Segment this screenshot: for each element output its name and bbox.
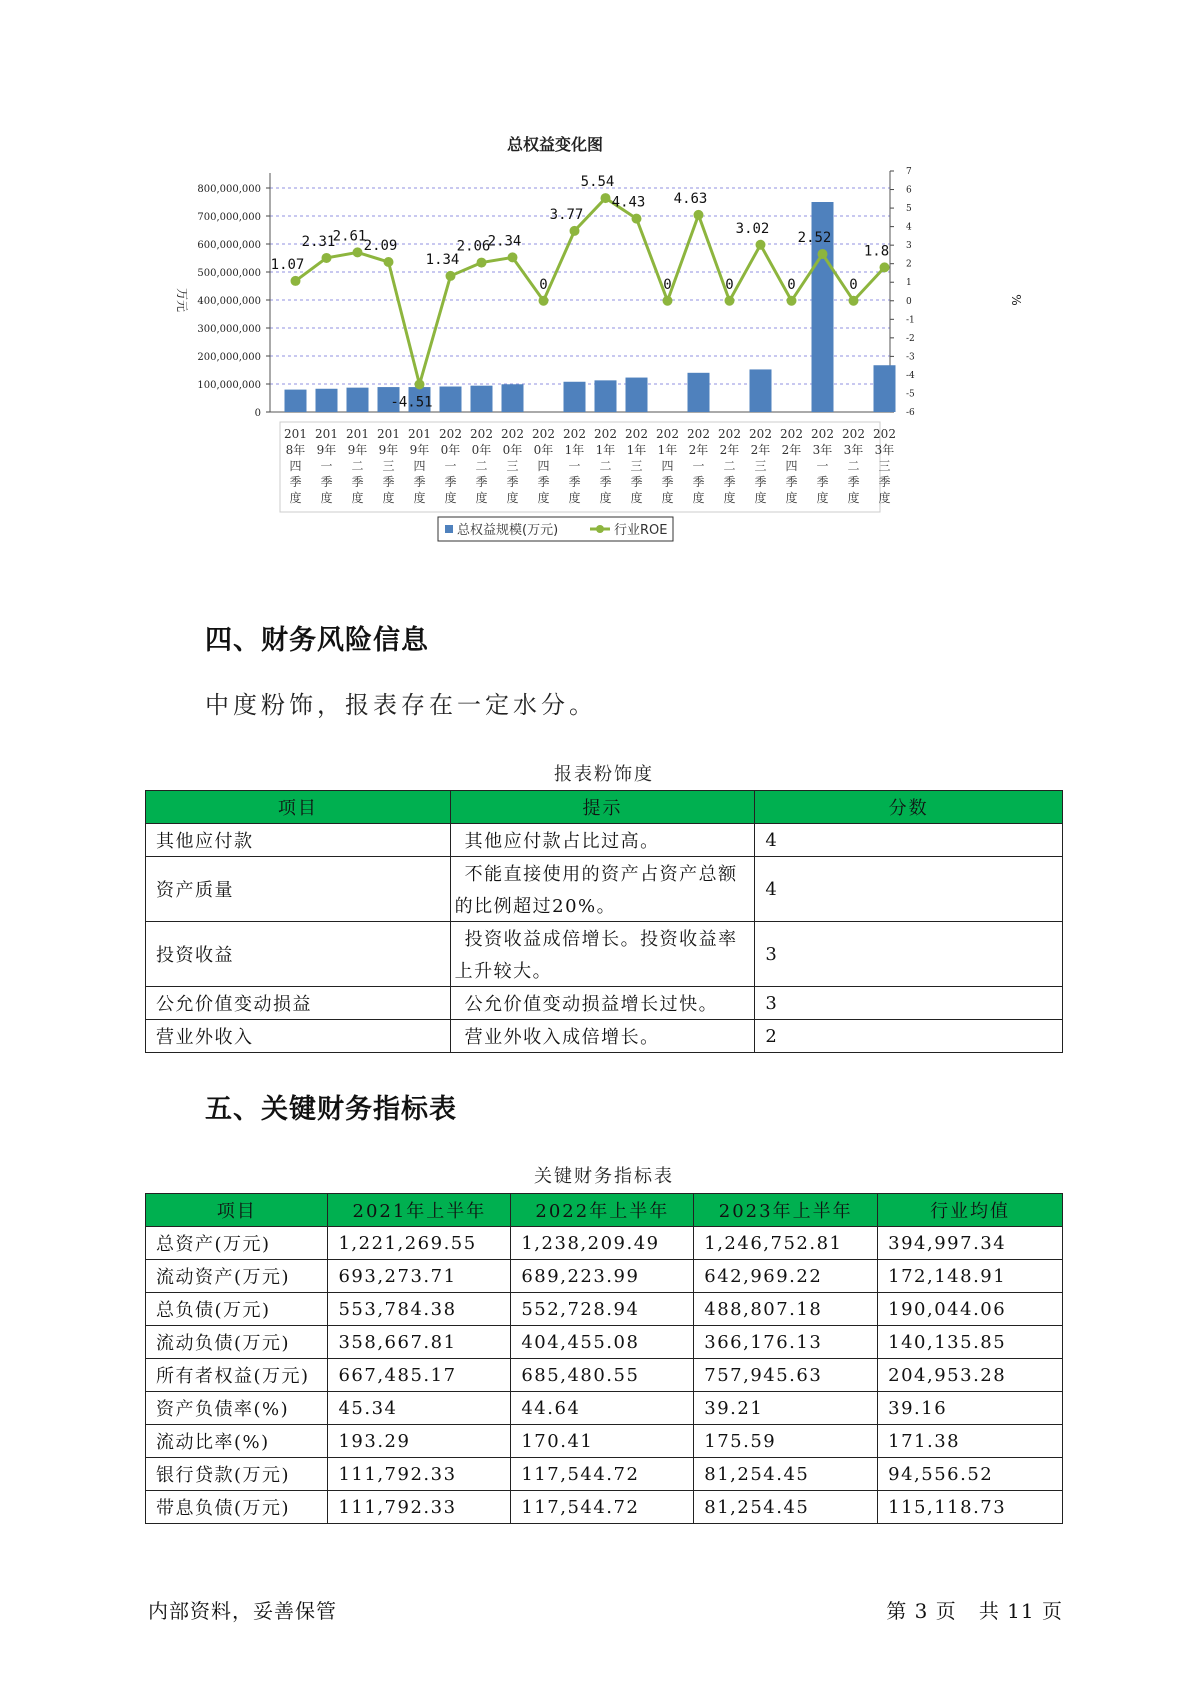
bar (564, 382, 586, 412)
cell-value: 757,945.63 (694, 1359, 878, 1392)
x-tick-label: 202 (749, 427, 772, 441)
x-tick-label: 二 (475, 459, 488, 473)
bar (595, 380, 617, 412)
section-title-key-indicators: 五、关键财务指标表 (205, 1094, 457, 1125)
x-tick-label: 度 (754, 491, 767, 505)
roe-data-label: -4.51 (390, 394, 433, 411)
x-tick-label: 季 (847, 475, 860, 489)
x-tick-label: 四 (785, 459, 798, 473)
table-row (146, 922, 1063, 987)
x-tick-label: 四 (413, 459, 426, 473)
x-tick-label: 202 (656, 427, 679, 441)
column-header: 2021年上半年 (328, 1194, 511, 1227)
roe-data-label: 0 (787, 276, 796, 293)
x-tick-label: 度 (723, 491, 736, 505)
table-row (146, 1293, 1063, 1326)
y2-tick-label: -5 (906, 389, 915, 400)
x-tick-label: 季 (630, 475, 643, 489)
cell-value: 140,135.85 (878, 1326, 1063, 1359)
table-header-row (146, 1194, 1063, 1227)
y-tick-label: 500,000,000 (197, 268, 261, 279)
cell-value: 172,148.91 (878, 1260, 1063, 1293)
footer-page-number: 第 3 页 共 11 页 (886, 1599, 1063, 1623)
x-tick-label: 一 (692, 459, 705, 473)
hint-line: 营业外收入成倍增长。 (464, 1027, 660, 1048)
x-tick-label: 季 (506, 475, 519, 489)
x-tick-label: 201 (346, 427, 369, 441)
cell-item: 银行贷款(万元) (146, 1458, 328, 1491)
x-tick-label: 二 (723, 459, 736, 473)
x-tick-label: 202 (780, 427, 803, 441)
legend-line-marker (596, 525, 604, 533)
roe-data-label: 0 (539, 276, 548, 293)
cell-value: 39.21 (694, 1392, 878, 1425)
x-tick-label: 2年 (719, 443, 740, 457)
table-row (146, 824, 1063, 857)
x-tick-label: 季 (320, 475, 333, 489)
table-row (146, 1491, 1063, 1524)
cell-value: 190,044.06 (878, 1293, 1063, 1326)
roe-data-label: 2.31 (301, 233, 336, 250)
x-tick-label: 一 (816, 459, 829, 473)
cell-item: 总资产(万元) (146, 1227, 328, 1260)
roe-point (570, 226, 580, 236)
x-tick-label: 202 (625, 427, 648, 441)
column-header: 分数 (755, 791, 1063, 824)
cell-value: 175.59 (694, 1425, 878, 1458)
x-tick-label: 度 (320, 491, 333, 505)
bar (502, 384, 524, 412)
x-tick-label: 季 (692, 475, 705, 489)
x-tick-label: 202 (439, 427, 462, 441)
cell-item: 资产负债率(%) (146, 1392, 328, 1425)
y2-tick-label: -3 (906, 352, 915, 363)
column-header: 提示 (450, 791, 755, 824)
cell-item: 所有者权益(万元) (146, 1359, 328, 1392)
cell-value: 553,784.38 (328, 1293, 511, 1326)
roe-data-label: 1.34 (425, 251, 460, 268)
cell-score: 2 (755, 1020, 1063, 1053)
x-tick-label: 9年 (378, 443, 399, 457)
column-header: 2022年上半年 (511, 1194, 694, 1227)
roe-data-label: 3.77 (549, 206, 584, 223)
roe-data-label: 0 (663, 276, 672, 293)
y2-tick-label: 6 (906, 185, 912, 196)
cell-value: 1,221,269.55 (328, 1227, 511, 1260)
cell-value: 404,455.08 (511, 1326, 694, 1359)
cell-hint (450, 922, 755, 987)
x-tick-label: 度 (475, 491, 488, 505)
roe-data-label: 2.06 (456, 238, 491, 255)
roe-point (353, 247, 363, 257)
y2-tick-label: -2 (906, 333, 915, 344)
roe-point (756, 240, 766, 250)
x-tick-label: 季 (785, 475, 798, 489)
legend-line-label: 行业ROE (614, 523, 668, 538)
x-tick-label: 201 (284, 427, 307, 441)
cell-value: 204,953.28 (878, 1359, 1063, 1392)
y-axis-label: 万元 (175, 287, 189, 313)
y2-tick-label: 2 (906, 259, 912, 270)
x-tick-label: 度 (692, 491, 705, 505)
footer-confidential: 内部资料，妥善保管 (148, 1599, 337, 1623)
x-tick-label: 二 (351, 459, 364, 473)
y-tick-label: 400,000,000 (197, 296, 261, 307)
x-tick-label: 季 (289, 475, 302, 489)
risk-summary-text: 中度粉饰，报表存在一定水分。 (205, 691, 597, 719)
x-tick-label: 3年 (843, 443, 864, 457)
roe-data-label: 1.07 (270, 256, 305, 273)
cell-value: 642,969.22 (694, 1260, 878, 1293)
x-tick-label: 四 (289, 459, 302, 473)
x-tick-label: 季 (351, 475, 364, 489)
roe-data-label: 4.43 (611, 194, 646, 211)
x-tick-label: 四 (661, 459, 674, 473)
x-tick-label: 度 (537, 491, 550, 505)
table-caption-key-indicators: 关键财务指标表 (534, 1166, 674, 1187)
x-tick-label: 201 (315, 427, 338, 441)
roe-point (694, 210, 704, 220)
hint-line: 公允价值变动损益增长过快。 (464, 994, 719, 1015)
x-tick-label: 202 (501, 427, 524, 441)
x-tick-label: 季 (537, 475, 550, 489)
x-tick-label: 度 (630, 491, 643, 505)
bar (750, 369, 772, 412)
bar (874, 365, 896, 412)
y-tick-label: 200,000,000 (197, 352, 261, 363)
cell-value: 488,807.18 (694, 1293, 878, 1326)
x-tick-label: 202 (563, 427, 586, 441)
x-tick-label: 1年 (564, 443, 585, 457)
x-tick-label: 3年 (874, 443, 895, 457)
roe-data-label: 2.52 (797, 230, 832, 247)
cell-item: 流动资产(万元) (146, 1260, 328, 1293)
table-row (146, 1458, 1063, 1491)
y2-axis-label: % (1009, 294, 1023, 306)
y-tick-label: 100,000,000 (197, 380, 261, 391)
x-tick-label: 度 (878, 491, 891, 505)
x-tick-label: 一 (444, 459, 457, 473)
cell-value: 81,254.45 (694, 1458, 878, 1491)
roe-data-label: 4.63 (673, 190, 708, 207)
roe-point (880, 262, 890, 272)
y2-tick-label: 4 (906, 222, 912, 233)
y-tick-label: 600,000,000 (197, 240, 261, 251)
cell-hint (450, 1020, 755, 1053)
roe-point (663, 296, 673, 306)
roe-point (291, 276, 301, 286)
cell-value: 394,997.34 (878, 1227, 1063, 1260)
x-tick-label: 2年 (781, 443, 802, 457)
column-header: 行业均值 (878, 1194, 1063, 1227)
bar (688, 373, 710, 412)
x-tick-label: 度 (785, 491, 798, 505)
x-tick-label: 季 (754, 475, 767, 489)
cell-hint (450, 824, 755, 857)
x-tick-label: 202 (594, 427, 617, 441)
y-tick-label: 0 (254, 408, 261, 419)
x-tick-label: 1年 (657, 443, 678, 457)
x-tick-label: 8年 (285, 443, 306, 457)
cell-score: 3 (755, 987, 1063, 1020)
cell-item: 投资收益 (146, 922, 451, 987)
x-tick-label: 季 (599, 475, 612, 489)
roe-data-label: 5.54 (580, 174, 615, 191)
cell-item: 资产质量 (146, 857, 451, 922)
table-row (146, 1260, 1063, 1293)
bar (440, 387, 462, 412)
y2-tick-label: 1 (906, 278, 912, 289)
cell-value: 689,223.99 (511, 1260, 694, 1293)
x-tick-label: 季 (878, 475, 891, 489)
roe-data-label: 3.02 (735, 220, 770, 237)
roe-data-label: 1.8 (863, 243, 890, 260)
cell-value: 552,728.94 (511, 1293, 694, 1326)
y2-tick-label: -1 (906, 315, 915, 326)
x-tick-label: 二 (599, 459, 612, 473)
roe-point (539, 296, 549, 306)
roe-point (787, 296, 797, 306)
y2-tick-label: 5 (906, 204, 912, 215)
cell-value: 667,485.17 (328, 1359, 511, 1392)
x-tick-label: 三 (506, 459, 519, 473)
cell-value: 111,792.33 (328, 1458, 511, 1491)
cell-item: 营业外收入 (146, 1020, 451, 1053)
roe-data-label: 2.09 (363, 238, 398, 255)
equity-chart (170, 130, 1023, 600)
cell-item: 其他应付款 (146, 824, 451, 857)
table-caption-whitewash: 报表粉饰度 (554, 764, 654, 785)
x-tick-label: 三 (630, 459, 643, 473)
x-tick-label: 三 (878, 459, 891, 473)
x-tick-label: 度 (413, 491, 426, 505)
roe-point (415, 379, 425, 389)
cell-value: 81,254.45 (694, 1491, 878, 1524)
legend-bar-swatch (445, 525, 453, 533)
x-tick-label: 202 (842, 427, 865, 441)
x-tick-label: 度 (382, 491, 395, 505)
cell-value: 117,544.72 (511, 1491, 694, 1524)
table-row (146, 1392, 1063, 1425)
x-tick-label: 季 (475, 475, 488, 489)
x-tick-label: 0年 (533, 443, 554, 457)
cell-item: 公允价值变动损益 (146, 987, 451, 1020)
table-row (146, 1359, 1063, 1392)
cell-score: 4 (755, 824, 1063, 857)
cell-value: 111,792.33 (328, 1491, 511, 1524)
cell-item: 流动比率(%) (146, 1425, 328, 1458)
y2-tick-label: 3 (906, 241, 912, 252)
column-header: 2023年上半年 (694, 1194, 878, 1227)
y2-tick-label: 0 (906, 296, 912, 307)
table-row (146, 1227, 1063, 1260)
x-tick-label: 一 (568, 459, 581, 473)
chart-title: 总权益变化图 (506, 135, 604, 154)
bar (471, 386, 493, 412)
hint-line: 上升较大。 (454, 961, 553, 982)
cell-item: 流动负债(万元) (146, 1326, 328, 1359)
roe-line (296, 198, 885, 384)
roe-point (725, 296, 735, 306)
x-tick-label: 2年 (750, 443, 771, 457)
x-tick-label: 201 (408, 427, 431, 441)
x-tick-label: 季 (382, 475, 395, 489)
cell-value: 193.29 (328, 1425, 511, 1458)
roe-point (818, 249, 828, 259)
section-title-financial-risk: 四、财务风险信息 (205, 625, 429, 656)
cell-value: 94,556.52 (878, 1458, 1063, 1491)
x-tick-label: 9年 (316, 443, 337, 457)
x-tick-label: 0年 (502, 443, 523, 457)
x-tick-label: 季 (661, 475, 674, 489)
x-tick-label: 季 (723, 475, 736, 489)
x-tick-label: 202 (873, 427, 896, 441)
x-tick-label: 季 (568, 475, 581, 489)
column-header: 项目 (146, 1194, 328, 1227)
x-tick-label: 2年 (688, 443, 709, 457)
x-tick-label: 9年 (409, 443, 430, 457)
table-row (146, 1326, 1063, 1359)
cell-value: 39.16 (878, 1392, 1063, 1425)
y2-tick-label: -4 (906, 370, 915, 381)
x-tick-label: 度 (599, 491, 612, 505)
x-tick-label: 季 (444, 475, 457, 489)
x-tick-label: 度 (816, 491, 829, 505)
x-tick-label: 201 (377, 427, 400, 441)
hint-line: 投资收益成倍增长。投资收益率 (464, 929, 738, 950)
roe-data-label: 2.34 (487, 233, 522, 250)
cell-score: 3 (755, 922, 1063, 987)
x-tick-label: 度 (568, 491, 581, 505)
x-tick-label: 202 (470, 427, 493, 441)
y-tick-label: 700,000,000 (197, 212, 261, 223)
roe-point (384, 257, 394, 267)
x-tick-label: 3年 (812, 443, 833, 457)
roe-point (632, 214, 642, 224)
x-tick-label: 季 (413, 475, 426, 489)
roe-point (322, 253, 332, 263)
x-tick-label: 三 (382, 459, 395, 473)
x-tick-label: 202 (718, 427, 741, 441)
bar (347, 388, 369, 412)
cell-value: 685,480.55 (511, 1359, 694, 1392)
x-tick-label: 202 (687, 427, 710, 441)
key-indicators-table (145, 1193, 1063, 1524)
table-header-row (146, 791, 1063, 824)
cell-item: 总负债(万元) (146, 1293, 328, 1326)
roe-data-label: 2.61 (332, 228, 367, 245)
x-tick-label: 202 (811, 427, 834, 441)
y2-tick-label: 7 (906, 167, 912, 177)
x-tick-label: 二 (847, 459, 860, 473)
x-tick-label: 季 (816, 475, 829, 489)
x-tick-label: 一 (320, 459, 333, 473)
whitewash-table (145, 790, 1063, 1053)
hint-line: 不能直接使用的资产占资产总额 (464, 864, 738, 885)
x-tick-label: 9年 (347, 443, 368, 457)
cell-hint (450, 987, 755, 1020)
roe-point (849, 296, 859, 306)
roe-point (508, 252, 518, 262)
cell-score: 4 (755, 857, 1063, 922)
cell-value: 115,118.73 (878, 1491, 1063, 1524)
x-tick-label: 1年 (626, 443, 647, 457)
x-tick-label: 202 (532, 427, 555, 441)
x-tick-label: 度 (444, 491, 457, 505)
hint-line: 其他应付款占比过高。 (464, 831, 660, 852)
roe-point (446, 271, 456, 281)
cell-value: 1,246,752.81 (694, 1227, 878, 1260)
table-row (146, 1425, 1063, 1458)
y2-tick-label: -6 (906, 408, 915, 418)
cell-hint (450, 857, 755, 922)
bar (285, 390, 307, 412)
legend-bar-label: 总权益规模(万元) (457, 523, 559, 538)
x-tick-label: 度 (506, 491, 519, 505)
x-tick-label: 四 (537, 459, 550, 473)
table-row (146, 857, 1063, 922)
x-tick-label: 度 (847, 491, 860, 505)
equity-chart-svg (170, 130, 1023, 600)
x-tick-label: 度 (351, 491, 364, 505)
x-tick-label: 度 (661, 491, 674, 505)
bar (626, 378, 648, 412)
cell-value: 117,544.72 (511, 1458, 694, 1491)
cell-value: 170.41 (511, 1425, 694, 1458)
cell-value: 45.34 (328, 1392, 511, 1425)
y-tick-label: 800,000,000 (197, 184, 261, 195)
roe-point (477, 258, 487, 268)
cell-value: 171.38 (878, 1425, 1063, 1458)
x-tick-label: 0年 (471, 443, 492, 457)
roe-point (601, 193, 611, 203)
cell-value: 44.64 (511, 1392, 694, 1425)
hint-line: 的比例超过20%。 (454, 896, 617, 917)
cell-value: 366,176.13 (694, 1326, 878, 1359)
cell-item: 带息负债(万元) (146, 1491, 328, 1524)
x-tick-label: 三 (754, 459, 767, 473)
cell-value: 1,238,209.49 (511, 1227, 694, 1260)
cell-value: 358,667.81 (328, 1326, 511, 1359)
y-tick-label: 300,000,000 (197, 324, 261, 335)
x-tick-label: 0年 (440, 443, 461, 457)
x-tick-label: 1年 (595, 443, 616, 457)
roe-data-label: 0 (849, 276, 858, 293)
table-row (146, 1020, 1063, 1053)
x-tick-label: 度 (289, 491, 302, 505)
table-row (146, 987, 1063, 1020)
bar (316, 389, 338, 412)
roe-data-label: 0 (725, 276, 734, 293)
column-header: 项目 (146, 791, 451, 824)
cell-value: 693,273.71 (328, 1260, 511, 1293)
